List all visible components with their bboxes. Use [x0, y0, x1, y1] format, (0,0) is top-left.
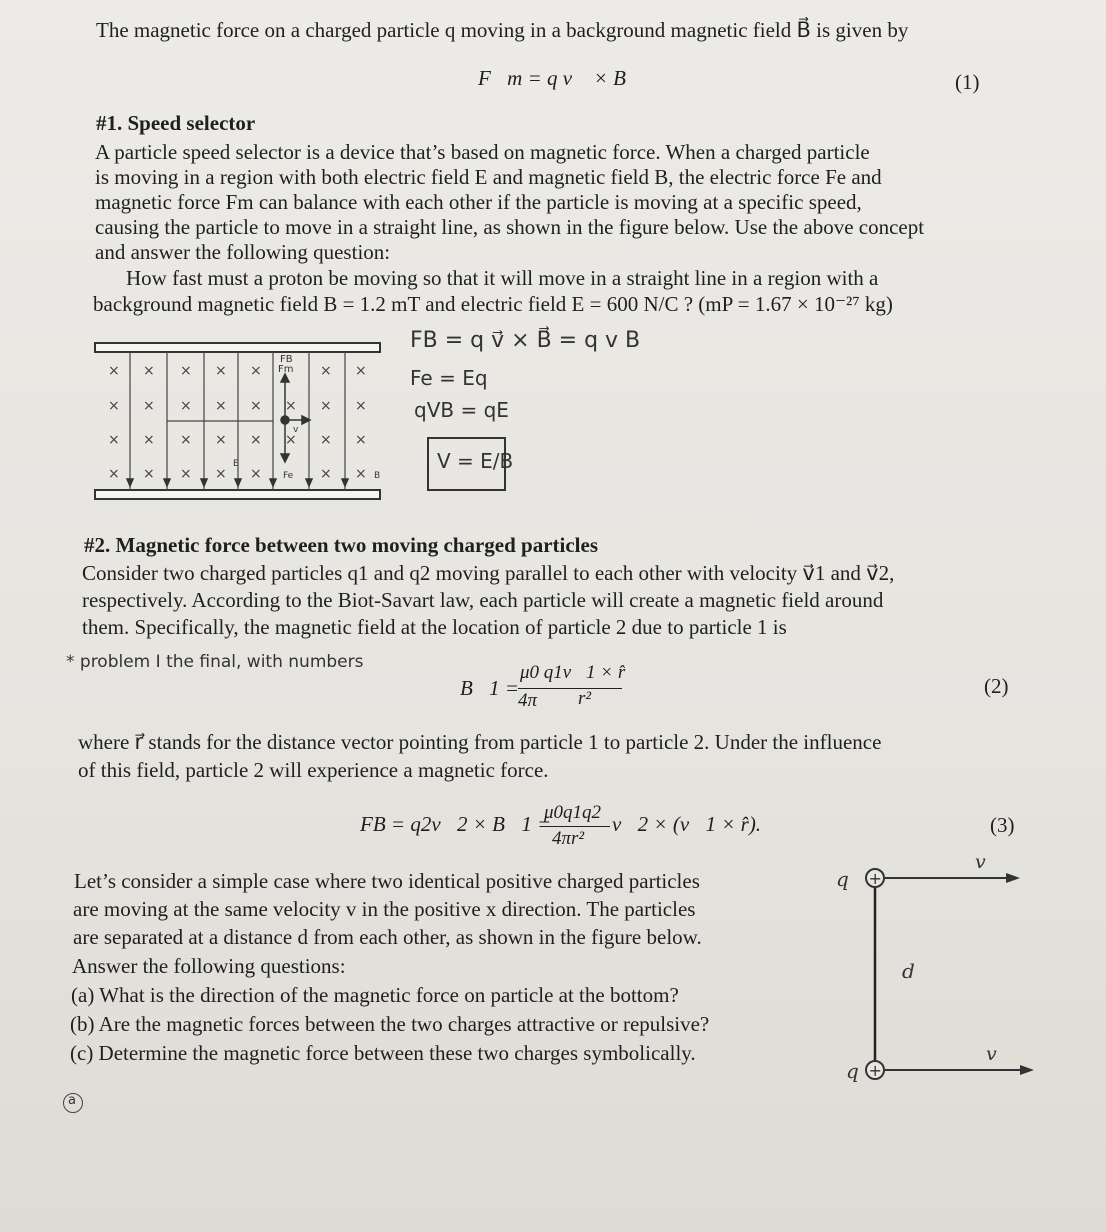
field-lines [130, 352, 345, 490]
equation-1-number: (1) [955, 70, 980, 94]
distance-label: d [902, 959, 915, 983]
svg-text:×: × [355, 432, 367, 448]
top-charge-label: q [836, 867, 849, 891]
svg-text:×: × [215, 363, 227, 379]
section-1-line: causing the particle to move in a straight line, as shown in the figure below. Use the above concept [95, 215, 925, 239]
handwritten-fb: FB = q v⃗ × B⃗ = q v B [410, 328, 641, 353]
equation-2-number: (2) [984, 674, 1009, 698]
svg-text:×: × [215, 432, 227, 448]
equation-3-denominator: 4πr² [552, 828, 585, 849]
svg-text:×: × [180, 432, 192, 448]
svg-text:×: × [180, 398, 192, 414]
two-charges-figure [830, 850, 1050, 1100]
section-1-line: is moving in a region with both electric field E and magnetic field B, the electric force Fe and [95, 165, 882, 189]
svg-text:×: × [108, 466, 120, 482]
svg-text:×: × [215, 398, 227, 414]
bottom-velocity-label: v [986, 1043, 997, 1065]
equation-2-denominator-right: r² [578, 688, 592, 709]
handwritten-answer: V = E/B [437, 449, 514, 473]
handwritten-note: * problem I the final, with numbers [66, 652, 364, 672]
handwritten-balance: qVB = qE [414, 398, 509, 422]
question-b: (b) Are the magnetic forces between the two charges attractive or repulsive? [70, 1012, 710, 1036]
svg-text:×: × [285, 398, 297, 414]
handwritten-fe: Fe = Eq [410, 366, 488, 390]
speed-selector-figure [90, 338, 390, 508]
margin-circle-mark [63, 1093, 83, 1113]
svg-text:×: × [180, 466, 192, 482]
equation-3-numerator: μ0q1q2 [544, 802, 602, 823]
top-velocity-label: v [975, 851, 986, 873]
section-1-line: magnetic force Fm can balance with each other if the particle is moving at a specific speed, [95, 190, 862, 214]
velocity-label: v [293, 425, 299, 435]
case-line: are moving at the same velocity v in the positive x direction. The particles [73, 897, 696, 921]
section-2-line: Consider two charged particles q1 and q2 moving parallel to each other with velocity v⃗1 and v⃗2, [82, 561, 895, 585]
section-1-question: background magnetic field B = 1.2 mT and electric field E = 600 N/C ? (mP = 1.67 × 10⁻²⁷ kg) [93, 292, 893, 316]
fb-label: FB [280, 354, 293, 365]
equation-2-numerator: μ0 q1v⃗1 × r̂ [520, 662, 626, 683]
svg-text:×: × [180, 363, 192, 379]
margin-mark-letter: a [68, 1093, 76, 1108]
case-line: are separated at a distance d from each other, as shown in the figure below. [73, 925, 702, 949]
e-field-label: E [233, 459, 239, 469]
bottom-charge-label: q [846, 1059, 859, 1083]
svg-text:×: × [285, 432, 297, 448]
equation-3-left: FB = q2v⃗2 × B⃗1 = [360, 812, 552, 836]
svg-text:×: × [143, 466, 155, 482]
equation-2-denominator-left: 4π [518, 690, 538, 711]
answer-box [427, 437, 514, 491]
fm-label: Fm [278, 364, 294, 375]
svg-text:×: × [108, 363, 120, 379]
svg-text:×: × [250, 432, 262, 448]
question-a: (a) What is the direction of the magnetic force on particle at the bottom? [71, 983, 679, 1007]
question-c: (c) Determine the magnetic force between these two charges symbolically. [70, 1041, 696, 1065]
svg-text:×: × [143, 363, 155, 379]
svg-text:×: × [250, 363, 262, 379]
svg-text:×: × [143, 432, 155, 448]
top-arrowhead [1006, 873, 1020, 883]
svg-text:×: × [143, 398, 155, 414]
svg-text:×: × [108, 398, 120, 414]
svg-text:×: × [320, 432, 332, 448]
svg-text:×: × [355, 398, 367, 414]
svg-text:×: × [250, 466, 262, 482]
equation-2-fraction-bar [518, 688, 622, 689]
section-2-line: them. Specifically, the magnetic field at the location of particle 2 due to particle 1 is [82, 615, 787, 639]
top-plate [95, 343, 380, 352]
svg-text:×: × [355, 466, 367, 482]
svg-text:×: × [108, 432, 120, 448]
section-1-line: A particle speed selector is a device that’s based on magnetic force. When a charged particle [95, 140, 870, 164]
svg-text:×: × [355, 363, 367, 379]
bottom-plus: + [868, 1061, 882, 1080]
svg-text:×: × [320, 398, 332, 414]
section-2-line: respectively. According to the Biot-Savart law, each particle will create a magnetic field around [82, 588, 884, 612]
svg-text:×: × [215, 466, 227, 482]
svg-text:×: × [250, 398, 262, 414]
fe-label: Fe [283, 471, 294, 481]
svg-text:×: × [320, 466, 332, 482]
section-1-line: and answer the following question: [95, 240, 391, 264]
top-plus: + [868, 869, 882, 888]
b-field-label: B [374, 471, 381, 481]
intro-line: The magnetic force on a charged particle q moving in a background magnetic field B⃗ is given by [96, 18, 909, 42]
svg-text:×: × [320, 363, 332, 379]
section-1-title: #1. Speed selector [96, 111, 256, 135]
equation-2-left: B⃗1 = [460, 676, 520, 700]
equation-3-number: (3) [990, 813, 1015, 837]
section-2-after-line: where r⃗ stands for the distance vector pointing from particle 1 to particle 2. Under the influence [78, 730, 882, 754]
equation-3-fraction-bar [542, 826, 610, 827]
bottom-arrowhead [1020, 1065, 1034, 1075]
case-line: Answer the following questions: [72, 954, 346, 978]
case-line: Let’s consider a simple case where two identical positive charged particles [74, 869, 700, 893]
section-2-title: #2. Magnetic force between two moving charged particles [84, 533, 598, 557]
section-2-after-line: of this field, particle 2 will experience a magnetic force. [78, 758, 549, 782]
equation-1: F⃗m = q v⃗ × B⃗ [478, 66, 643, 90]
bottom-plate [95, 490, 380, 499]
section-1-question: How fast must a proton be moving so that it will move in a straight line in a region with a [126, 266, 879, 290]
equation-3-right: v⃗2 × (v⃗1 × r̂). [612, 812, 762, 836]
